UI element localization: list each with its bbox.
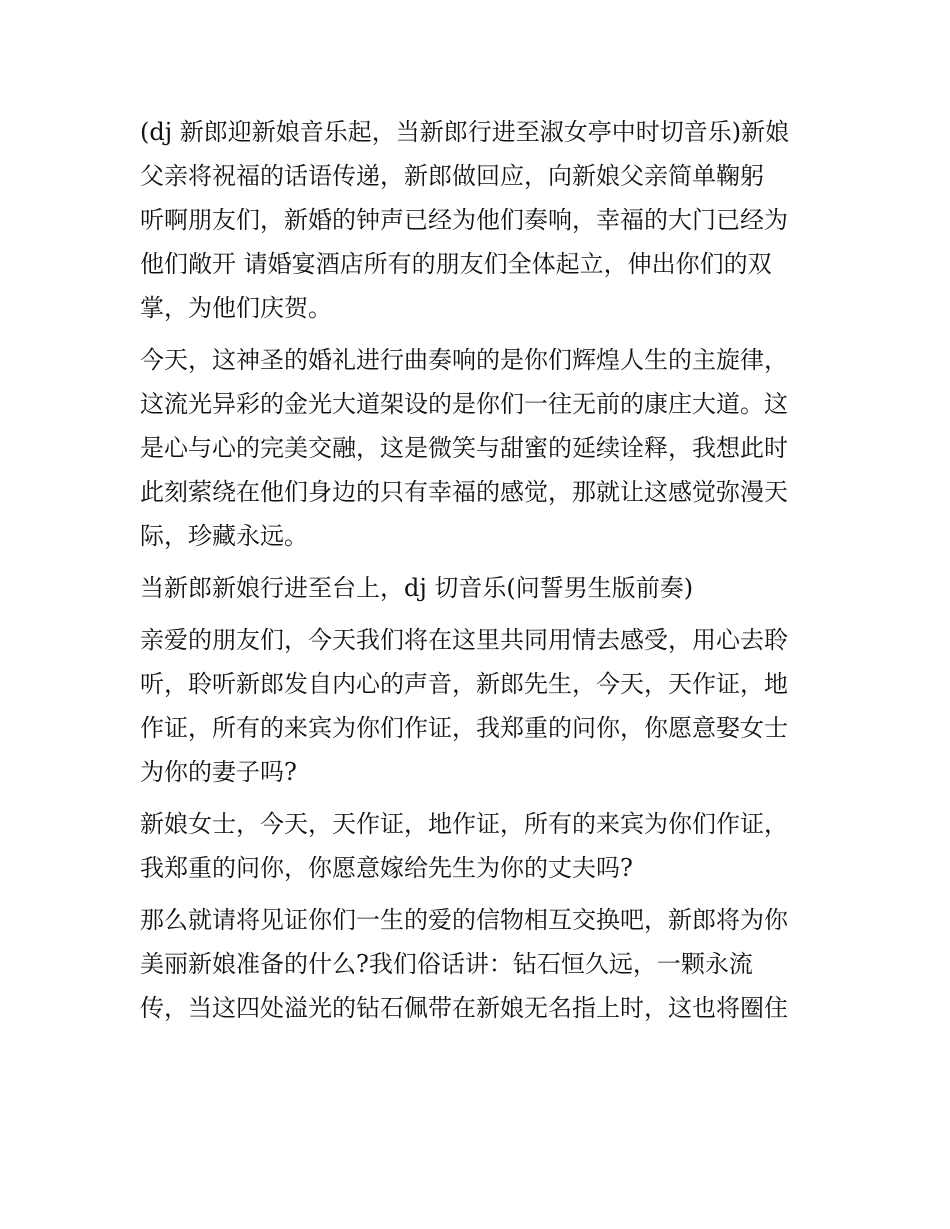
text-line: 他们敞开 请婚宴酒店所有的朋友们全体起立，伸出你们的双: [140, 250, 772, 278]
text-line: (dj 新郎迎新娘音乐起，当新郎行进至淑女亭中时切音乐)新娘: [140, 118, 790, 146]
text-line: 作证，所有的来宾为你们作证，我郑重的问你，你愿意娶女士: [140, 714, 788, 742]
document-body: [140, 110, 820, 1030]
text-line: 亲爱的朋友们，今天我们将在这里共同用情去感受，用心去聆: [140, 626, 788, 654]
text-line: 听啊朋友们，新婚的钟声已经为他们奏响，幸福的大门已经为: [140, 206, 788, 234]
text-line: 那么就请将见证你们一生的爱的信物相互交换吧，新郎将为你: [140, 906, 788, 934]
text-line: 父亲将祝福的话语传递，新郎做回应，向新娘父亲简单鞠躬: [140, 162, 764, 190]
text-line: 新娘女士，今天，天作证，地作证，所有的来宾为你们作证，: [140, 810, 788, 838]
text-line: 此刻萦绕在他们身边的只有幸福的感觉，那就让这感觉弥漫天: [140, 478, 788, 506]
text-line: 听，聆听新郎发自内心的声音，新郎先生，今天，天作证，地: [140, 670, 788, 698]
text-line: 今天，这神圣的婚礼进行曲奏响的是你们辉煌人生的主旋律，: [140, 346, 788, 374]
text-line: 这流光异彩的金光大道架设的是你们一往无前的康庄大道。这: [140, 390, 788, 418]
text-line: 际，珍藏永远。: [140, 522, 308, 550]
text-line: 是心与心的完美交融，这是微笑与甜蜜的延续诠释，我想此时: [140, 434, 788, 462]
text-line: 我郑重的问你，你愿意嫁给先生为你的丈夫吗?: [140, 854, 633, 882]
text-line: 传，当这四处溢光的钻石佩带在新娘无名指上时，这也将圈住: [140, 994, 788, 1022]
text-line: 掌，为他们庆贺。: [140, 294, 332, 322]
text-line: 当新郎新娘行进至台上，dj 切音乐(问誓男生版前奏): [140, 574, 694, 602]
text-line: 美丽新娘准备的什么?我们俗话讲：钻石恒久远，一颗永流: [140, 950, 753, 978]
text-line: 为你的妻子吗?: [140, 758, 297, 786]
